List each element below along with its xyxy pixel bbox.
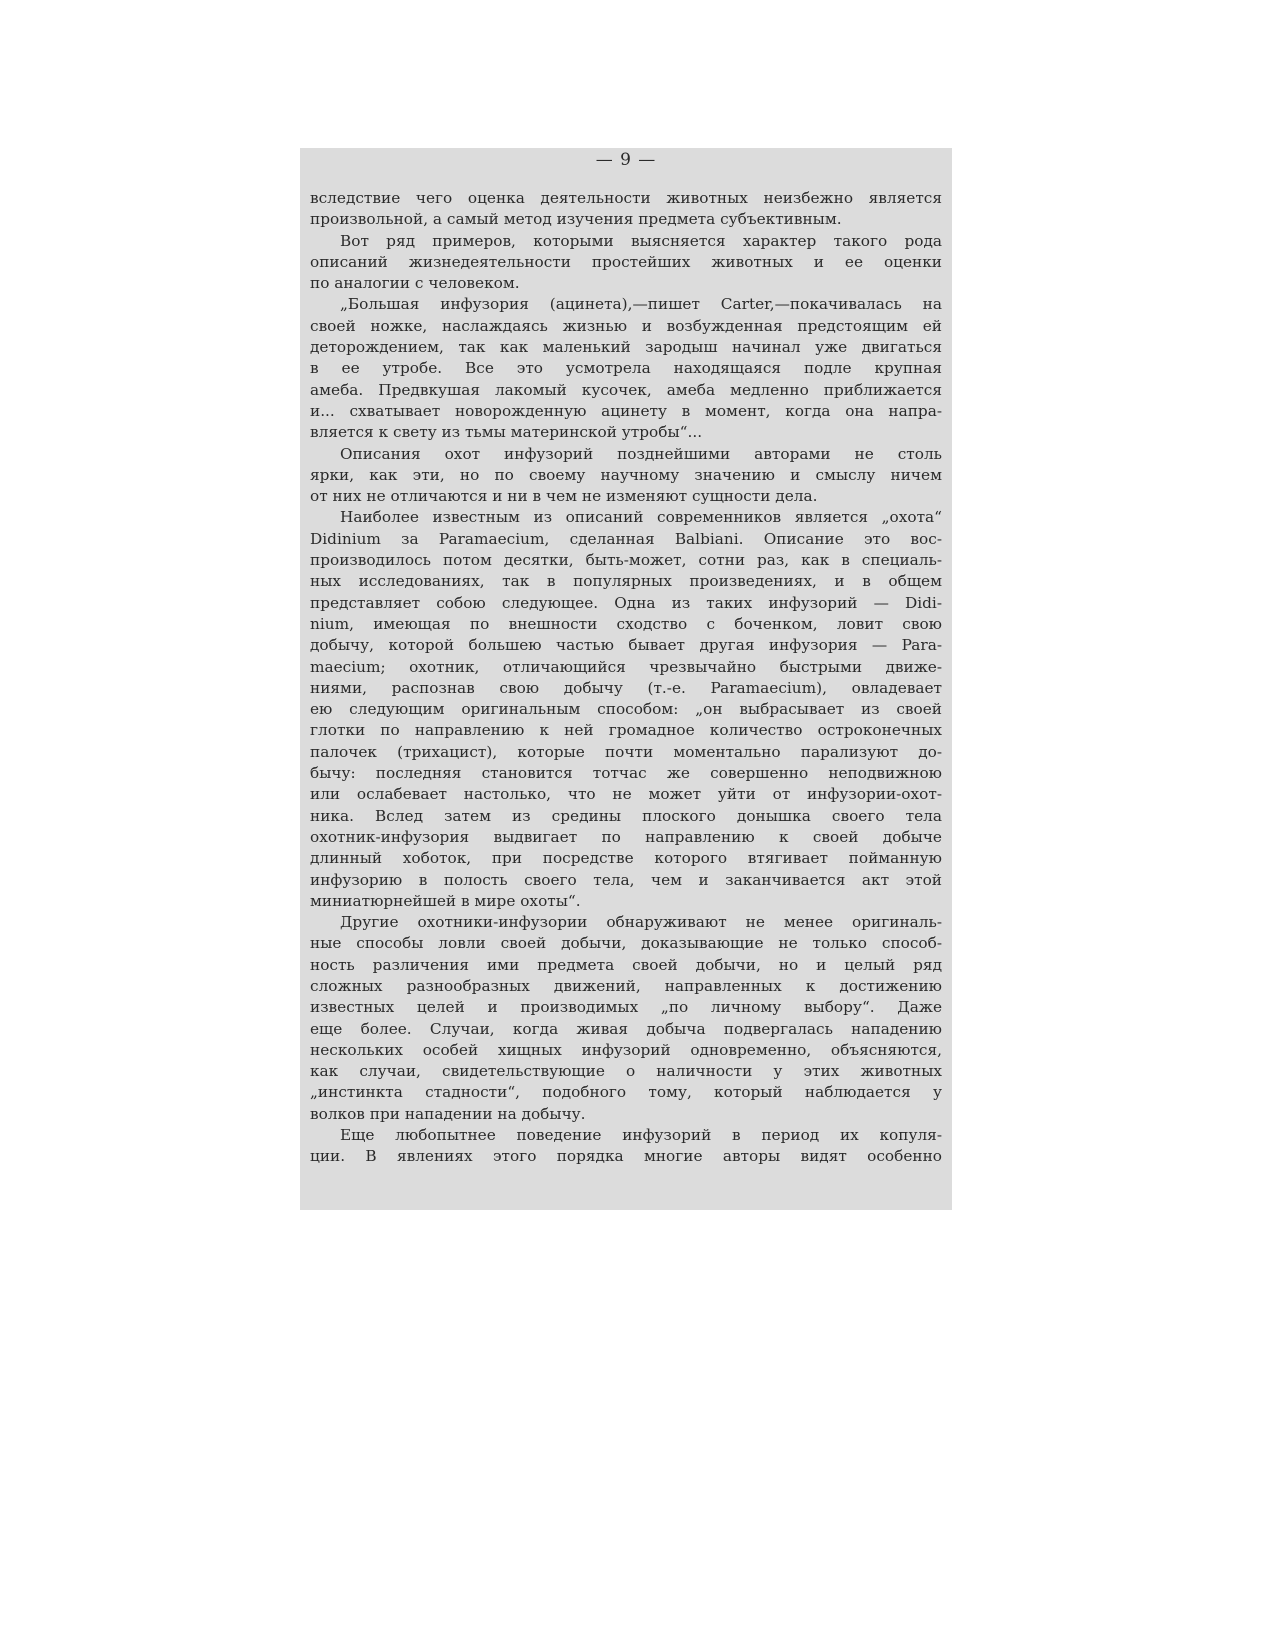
body-text	[310, 188, 942, 1168]
text-line: в ее утробе. Все это усмотрела находящаяся подле крупная	[310, 359, 942, 378]
text-line: палочек (трихацист), которые почти моментально парализуют до-	[310, 742, 942, 761]
scanned-page	[300, 148, 952, 1210]
text-line: Наиболее известным из описаний современников является „охота“	[340, 508, 942, 527]
text-line: по аналогии с человеком.	[310, 274, 520, 293]
text-line: от них не отличаются и ни в чем не изменяют сущности дела.	[310, 487, 818, 506]
text-line: maecium; охотник, отличающийся чрезвычайно быстрыми движе-	[310, 657, 942, 676]
text-line: волков при нападении на добычу.	[310, 1104, 586, 1123]
text-line: производилось потом десятки, быть-может, сотни раз, как в специаль-	[310, 551, 942, 570]
text-line: деторождением, так как маленький зародыш начинал уже двигаться	[310, 338, 942, 357]
text-line: вляется к свету из тьмы материнской утробы“...	[310, 423, 703, 442]
text-line: миниатюрнейшей в мире охоты“.	[310, 891, 581, 910]
text-line: своей ножке, наслаждаясь жизнью и возбужденная предстоящим ей	[310, 316, 942, 335]
text-line: глотки по направлению к ней громадное количество остроконечных	[310, 721, 942, 740]
text-line: Didinium за Paramaecium, сделанная Balbiani. Описание это вос-	[310, 529, 942, 548]
text-line: „Большая инфузория (ацинета),—пишет Carter,—покачивалась на	[340, 295, 942, 314]
text-line: амеба. Предвкушая лакомый кусочек, амеба медленно приближается	[310, 380, 942, 399]
text-line: инфузорию в полость своего тела, чем и заканчивается акт этой	[310, 870, 942, 889]
text-line: произвольной, а самый метод изучения предмета субъективным.	[310, 210, 842, 229]
text-line: длинный хоботок, при посредстве которого втягивает пойманную	[310, 849, 942, 868]
text-line: Вот ряд примеров, которыми выясняется характер такого рода	[340, 231, 942, 250]
text-line: ные способы ловли своей добычи, доказывающие не только способ-	[310, 934, 942, 953]
text-line: ника. Вслед затем из средины плоского донышка своего тела	[310, 806, 942, 825]
text-line: Описания охот инфузорий позднейшими авторами не столь	[340, 444, 942, 463]
text-line: добычу, которой большею частью бывает другая инфузория — Para-	[310, 636, 942, 655]
text-line: или ослабевает настолько, что не может уйти от инфузории-охот-	[310, 785, 942, 804]
text-line: Еще любопытнее поведение инфузорий в период их копуля-	[340, 1126, 942, 1145]
text-line: ность различения ими предмета своей добычи, но и целый ряд	[310, 955, 942, 974]
text-line: представляет собою следующее. Одна из таких инфузорий — Didi-	[310, 593, 942, 612]
text-line: еще более. Случаи, когда живая добыча подвергалась нападению	[310, 1019, 942, 1038]
text-line: описаний жизнедеятельности простейших животных и ее оценки	[310, 252, 942, 271]
text-line: ных исследованиях, так в популярных произведениях, и в общем	[310, 572, 942, 591]
text-line: ею следующим оригинальным способом: „он выбрасывает из своей	[310, 700, 942, 719]
text-line: Другие охотники-инфузории обнаруживают не менее оригиналь-	[340, 913, 942, 932]
text-line: ции. В явлениях этого порядка многие авторы видят особенно	[310, 1147, 942, 1166]
page-number: — 9 —	[595, 150, 657, 170]
text-line: и... схватывает новорожденную ацинету в момент, когда она напра-	[310, 401, 942, 420]
text-line: известных целей и производимых „по личному выбору“. Даже	[310, 998, 942, 1017]
text-line: бычу: последняя становится тотчас же совершенно неподвижною	[310, 764, 942, 783]
text-line: сложных разнообразных движений, направленных к достижению	[310, 976, 942, 995]
text-line: охотник-инфузория выдвигает по направлению к своей добыче	[310, 827, 942, 846]
text-line: ярки, как эти, но по своему научному значению и смыслу ничем	[310, 465, 942, 484]
text-line: нескольких особей хищных инфузорий одновременно, объясняются,	[310, 1040, 942, 1059]
text-line: „инстинкта стадности“, подобного тому, который наблюдается у	[310, 1083, 942, 1102]
text-line: nium, имеющая по внешности сходство с боченком, ловит свою	[310, 614, 942, 633]
text-line: вследствие чего оценка деятельности животных неизбежно является	[310, 189, 942, 207]
text-line: ниями, распознав свою добычу (т.-е. Paramaecium), овладевает	[310, 678, 942, 697]
text-line: как случаи, свидетельствующие о наличности у этих животных	[310, 1062, 942, 1081]
